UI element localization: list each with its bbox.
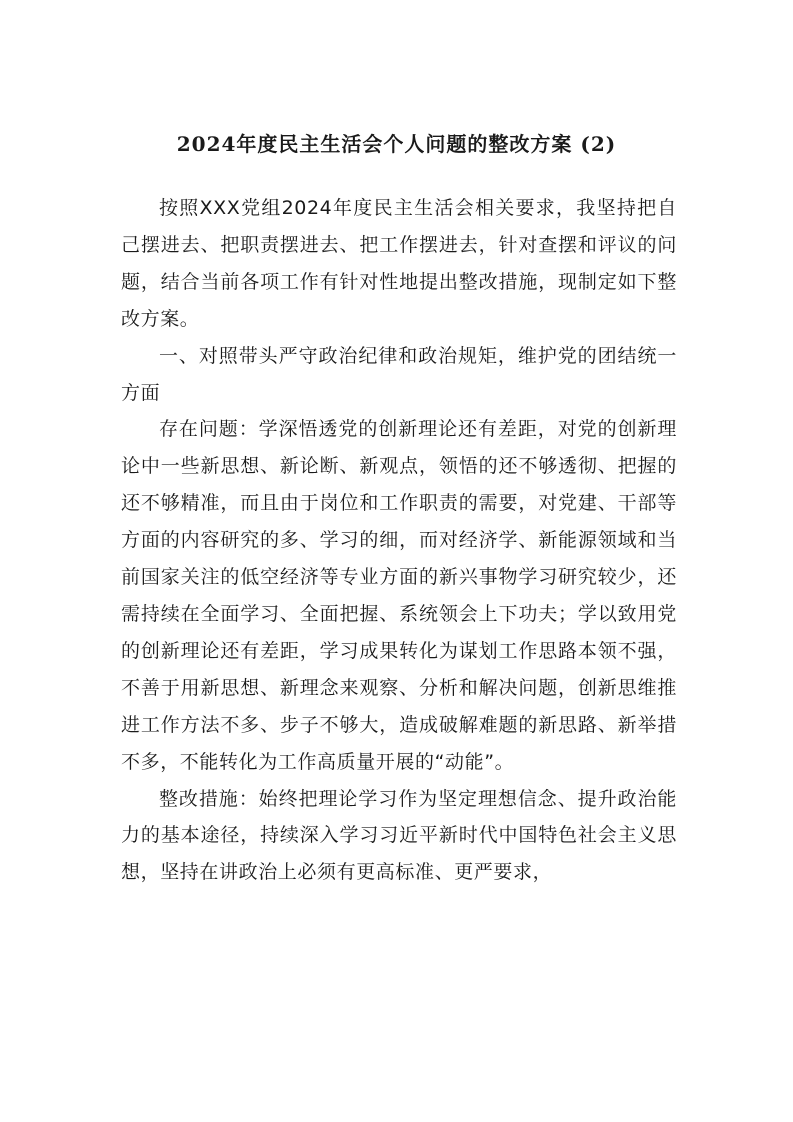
document-body — [121, 190, 677, 891]
paragraph-rectification-measures: 整改措施：始终把理论学习作为坚定理想信念、提升政治能力的基本途径，持续深入学习习近平新时代中国特色社会主义思想，坚持在讲政治上必须有更高标准、更严要求， — [121, 787, 677, 884]
document-title: 2024年度民主生活会个人问题的整改方案 (2) — [176, 132, 617, 156]
paragraph-intro: 按照XXX党组2024年度民主生活会相关要求，我坚持把自己摆进去、把职责摆进去、把工作摆进去，针对查摆和评议的问题，结合当前各项工作有针对性地提出整改措施，现制定如下整改方案。 — [121, 197, 677, 330]
paragraph-existing-problems: 存在问题：学深悟透党的创新理论还有差距，对党的创新理论中一些新思想、新论断、新观点，领悟的还不够透彻、把握的还不够精准，而且由于岗位和工作职责的需要，对党建、干部等方面的内容研究的多、学习的细，而对经济学、新能源领域和当前国家关注的低空经济等专业方面的新兴事物学习研究较少，还需持续在全面学习、全面把握、系统领会上下功夫；学以致用党的创新理论还有差距，学习成果转化为谋划工作思路本领不强，不善于用新思想、新理念来观察、分析和解决问题，创新思维推进工作方法不多、步子不够大，造成破解难题的新思路、新举措不多，不能转化为工作高质量开展的“动能”。 — [121, 418, 677, 773]
paragraph-section-heading: 一、对照带头严守政治纪律和政治规矩，维护党的团结统一方面 — [121, 344, 677, 404]
